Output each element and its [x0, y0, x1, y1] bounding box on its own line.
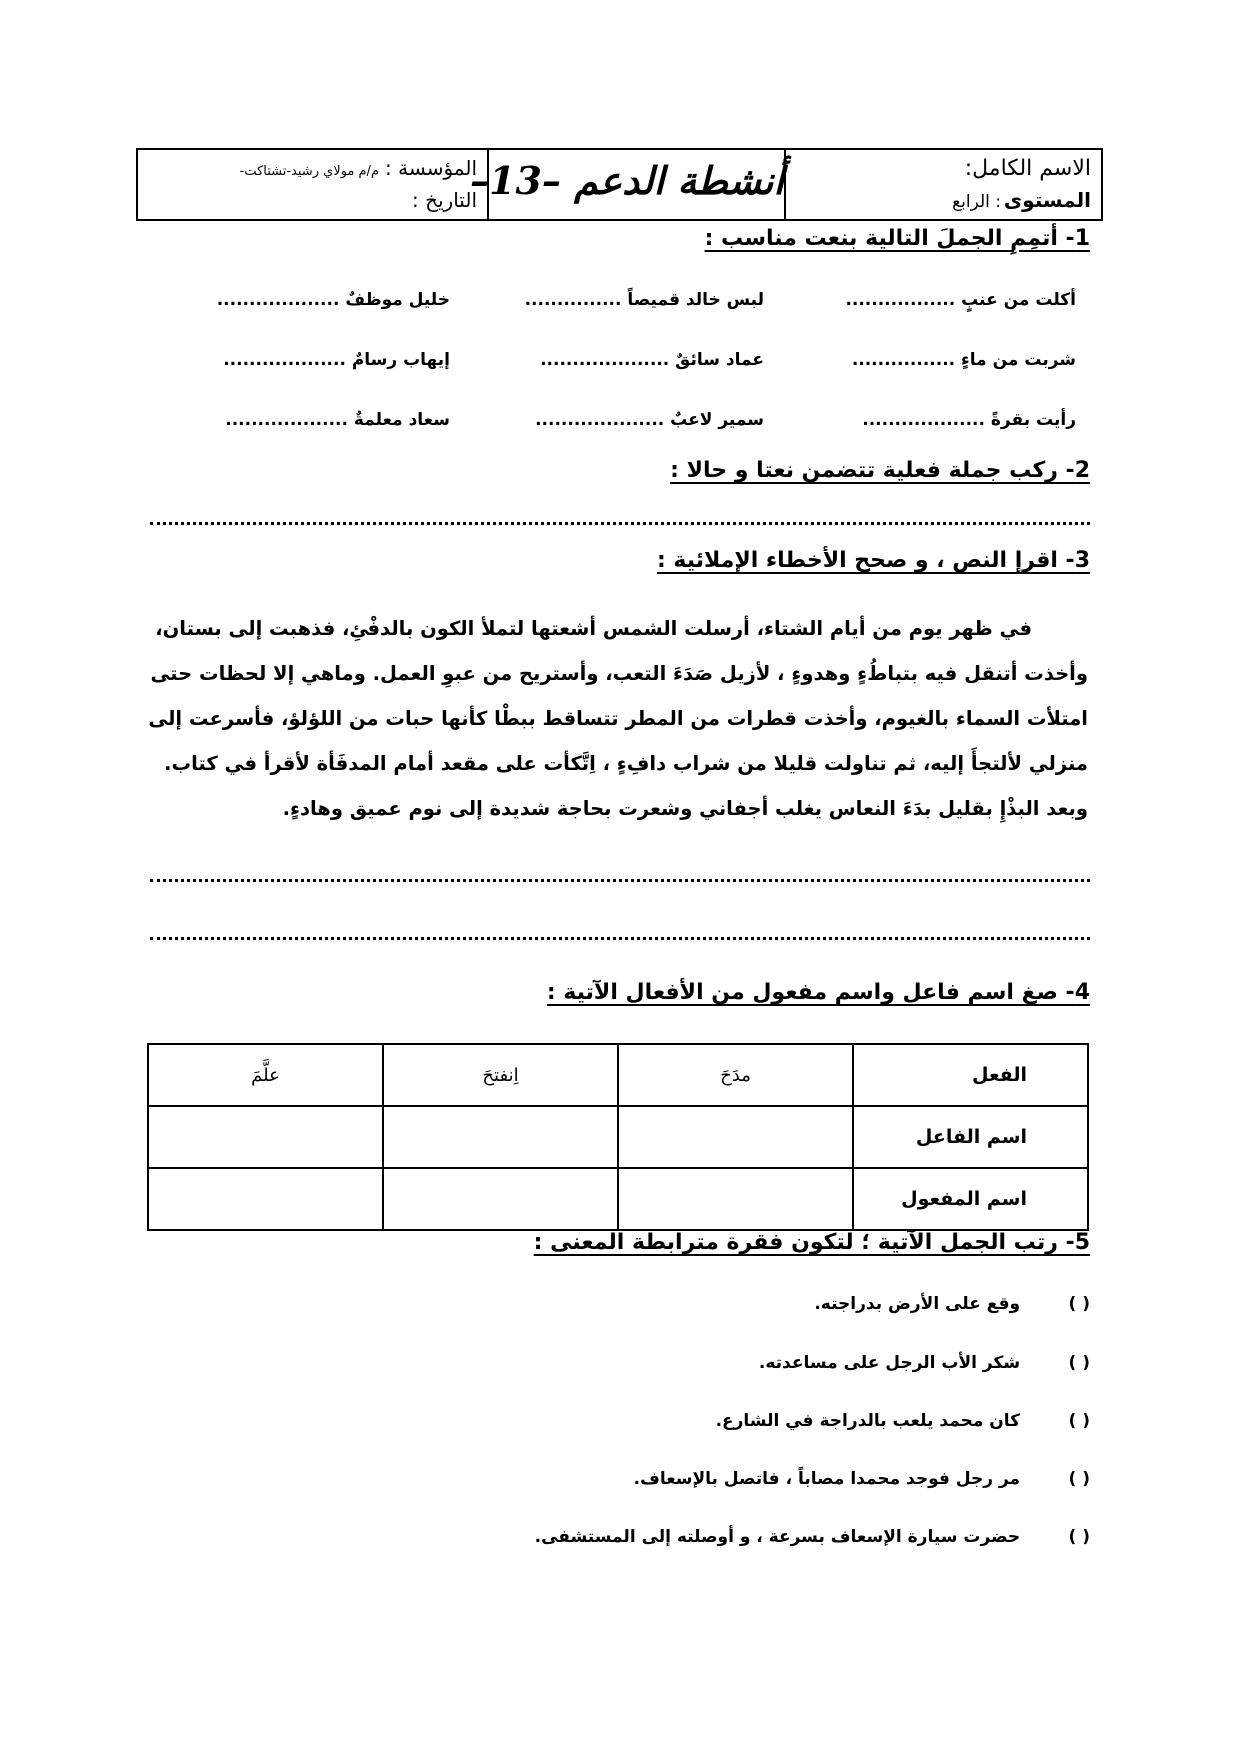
answer-line — [150, 519, 1090, 525]
q3-heading: 3- اقرإ النص ، و صحح الأخطاء الإملائية : — [656, 548, 1090, 573]
q1-item: إيهاب رسامٌ ................... — [223, 350, 450, 370]
q2-heading: 2- ركب جملة فعلية تتضمن نعتا و حالا : — [670, 458, 1090, 483]
order-sentence: كان محمد يلعب بالدراجة في الشارع. — [715, 1411, 1021, 1431]
table-row — [148, 1168, 1088, 1230]
header-box — [136, 148, 1103, 221]
text-line: وبعد البذْإِ بقليل بدَءَ النعاس يغلب أجفاني وشعرت بحاجة شديدة إلى نوم عميق وهادءٍ. — [282, 797, 1088, 820]
q1-item: أكلت من عنبٍ ................. — [845, 290, 1076, 310]
table-header-cell: علَّمَ — [148, 1044, 383, 1106]
order-item — [634, 1469, 1090, 1489]
q4-heading: 4- صغ اسم فاعل واسم مفعول من الأفعال الآتية : — [546, 980, 1090, 1005]
order-item — [535, 1527, 1090, 1547]
table-header-cell: اِنفتحَ — [383, 1044, 618, 1106]
table-header-cell: الفعل — [853, 1044, 1088, 1106]
order-sentence: حضرت سيارة الإسعاف بسرعة ، و أوصلته إلى المستشفى. — [534, 1527, 1021, 1547]
order-blank[interactable]: ( ) — [1068, 1294, 1090, 1314]
table-header-cell: مدَحَ — [618, 1044, 853, 1106]
text-line: وأخذت أتنقل فيه بتباطُءٍ وهدوءٍ ، لأزيل صَدَءَ التعب، وأستريح من عبوِ العمل. وماهي إلا لحظات حتى — [150, 662, 1088, 685]
order-item — [759, 1353, 1090, 1373]
text-line: في ظهر يوم من أيام الشتاء، أرسلت الشمس أشعتها لتملأ الكون بالدفْئِ، فذهبت إلى بستان، — [155, 617, 1032, 640]
q1-item: شربت من ماءٍ ................ — [851, 350, 1076, 370]
q1-item: رأيت بقرةً ................... — [862, 410, 1076, 430]
order-item — [814, 1294, 1090, 1314]
q3-text — [146, 606, 1088, 831]
answer-cell[interactable] — [148, 1168, 383, 1230]
q1-item: عماد سائقٌ .................... — [540, 350, 764, 370]
order-item — [716, 1411, 1090, 1431]
table-row — [148, 1044, 1088, 1106]
order-blank[interactable]: ( ) — [1068, 1353, 1090, 1373]
answer-cell[interactable] — [383, 1106, 618, 1168]
worksheet-title — [470, 158, 784, 203]
order-blank[interactable]: ( ) — [1068, 1527, 1090, 1547]
answer-cell[interactable] — [148, 1106, 383, 1168]
row-label-active-participle: اسم الفاعل — [853, 1106, 1088, 1168]
q5-heading: 5- رتب الجمل الآتية ؛ لتكون فقرة مترابطة المعنى : — [533, 1230, 1090, 1255]
answer-cell[interactable] — [618, 1168, 853, 1230]
order-sentence: مر رجل فوجد محمدا مصاباً ، فاتصل بالإسعاف. — [633, 1469, 1021, 1489]
q1-item: سعاد معلمةٌ ................... — [225, 410, 450, 430]
q1-item: سمير لاعبٌ .................... — [535, 410, 764, 430]
answer-line — [150, 876, 1090, 882]
institution-value: م/م مولاي رشيد-تشتاكت- — [239, 164, 379, 179]
name-label: الاسم الكامل: — [964, 156, 1091, 181]
order-blank[interactable]: ( ) — [1068, 1411, 1090, 1431]
order-blank[interactable]: ( ) — [1068, 1469, 1090, 1489]
answer-cell[interactable] — [383, 1168, 618, 1230]
student-info-cell — [786, 150, 1101, 219]
q1-heading: 1- أتمِمِ الجملَ التالية بنعت مناسب : — [704, 226, 1090, 251]
date-label: التاريخ : — [411, 188, 477, 212]
table-row — [148, 1106, 1088, 1168]
order-sentence: شكر الأب الرجل على مساعدته. — [758, 1353, 1021, 1373]
worksheet-number: –13– — [470, 158, 561, 203]
text-line: امتلأت السماء بالغيوم، وأخذت قطرات من المطر تتساقط ببطْا كأنها حبات من اللؤلؤ، فأسرعت إلى — [148, 707, 1088, 730]
q1-item: لبس خالد قميصاً ............... — [524, 290, 764, 310]
school-info-cell — [138, 150, 489, 219]
title-cell — [470, 150, 786, 219]
level-value: : الرابع — [952, 192, 1001, 212]
order-sentence: وقع على الأرض بدراجته. — [814, 1294, 1021, 1314]
verb-table — [147, 1043, 1089, 1231]
row-label-passive-participle: اسم المفعول — [853, 1168, 1088, 1230]
answer-cell[interactable] — [618, 1106, 853, 1168]
answer-line — [150, 934, 1090, 940]
level-label: المستوى — [1003, 188, 1091, 212]
institution-label: المؤسسة : — [385, 156, 477, 180]
text-line: منزلي لألتجأَ إليه، ثم تناولت قليلا من شراب دافِءٍ ، اِتَّكأت على مقعد أمام المدفَأة لأقرأ في كتاب. — [164, 752, 1088, 775]
q1-item: خليل موظفٌ ................... — [216, 290, 450, 310]
worksheet-title-main: أنشطة الدعم — [574, 158, 784, 203]
